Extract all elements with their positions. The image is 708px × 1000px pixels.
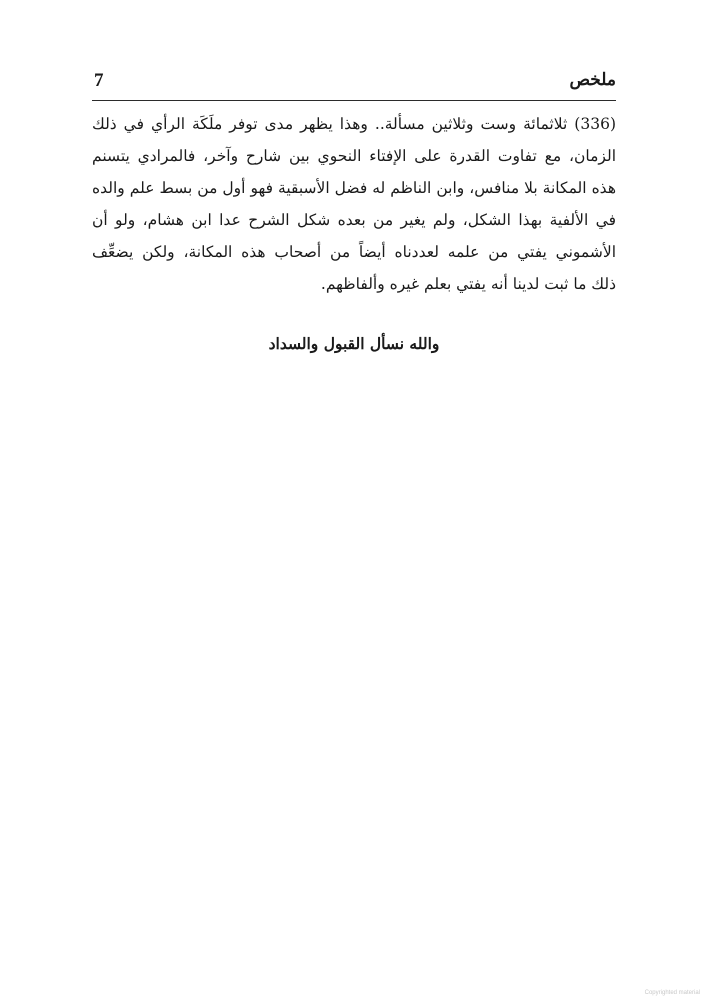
text-line: الأشموني يفتي من علمه لعددناه أيضاً من أصحاب هذه المكانة، ولكن يضعِّف [92, 243, 616, 261]
text-line: في الألفية بهذا الشكل، ولم يغير من بعده شكل الشرح عدا ابن هشام، ولو أن [92, 211, 616, 229]
body-paragraph [92, 108, 616, 300]
running-header [92, 70, 616, 98]
header-divider [92, 100, 616, 101]
chapter-title: ملخص [569, 70, 616, 90]
text-line: (336) ثلاثمائة وست وثلاثين مسألة.. وهذا يظهر مدى توفر ملَكَة الرأي في ذلك [92, 115, 616, 133]
closing-prayer: والله نسأل القبول والسداد [268, 334, 440, 353]
text-line: ذلك ما ثبت لدينا أنه يفتي بعلم غيره وألفاظهم. [320, 275, 616, 293]
page-number: 7 [94, 70, 104, 91]
text-line: الزمان، مع تفاوت القدرة على الإفتاء النحوي بين شارح وآخر، فالمرادي يتسنم [92, 147, 616, 165]
copyright-watermark: Copyrighted material [644, 990, 700, 996]
text-line: هذه المكانة بلا منافس، وابن الناظم له فضل الأسبقية فهو أول من بسط علم والده [92, 179, 616, 197]
